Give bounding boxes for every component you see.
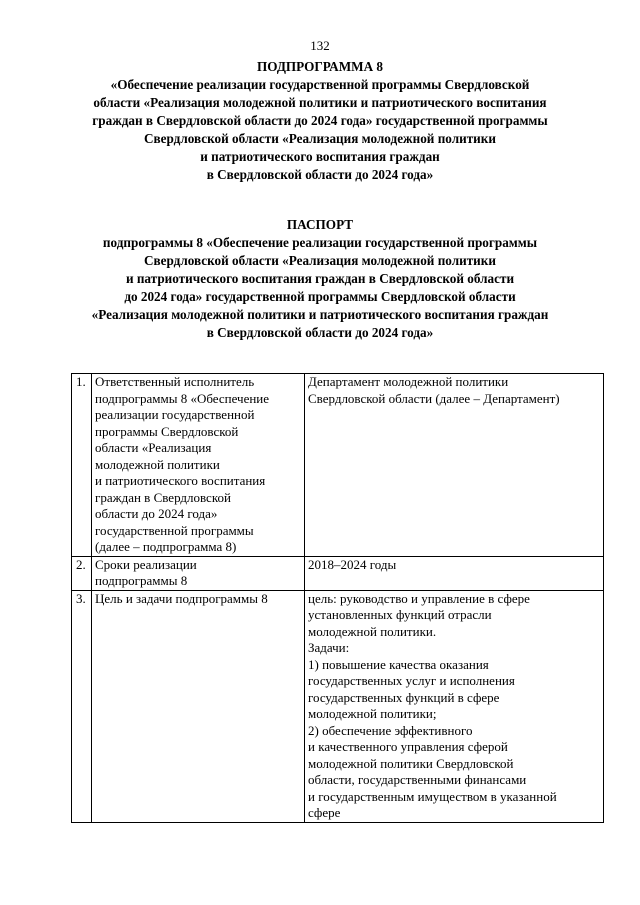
heading-line: в Свердловской области до 2024 года» xyxy=(206,167,434,182)
row-value-line: государственных услуг и исполнения xyxy=(308,673,515,688)
heading-line: ПОДПРОГРАММА 8 xyxy=(256,59,383,74)
row-value-line: сфере xyxy=(308,805,341,820)
passport-heading xyxy=(60,216,580,342)
row-value xyxy=(305,374,604,557)
row-label-line: Сроки реализации xyxy=(95,556,197,572)
row-number: 1. xyxy=(72,374,92,557)
row-label-line: и патриотического воспитания xyxy=(95,473,266,488)
row-value-line: молодежной политики. xyxy=(308,623,437,639)
row-label-line: программы Свердловской xyxy=(95,423,239,439)
heading-line: граждан в Свердловской области до 2024 года» государственной программы xyxy=(92,113,548,128)
page-number: 132 xyxy=(310,38,330,53)
row-label-line: области до 2024 года» xyxy=(95,506,218,521)
heading-line: «Реализация молодежной политики и патриотического воспитания граждан xyxy=(91,307,549,322)
row-label-line: граждан в Свердловской xyxy=(95,489,231,505)
row-label-line: молодежной политики xyxy=(95,456,220,472)
table-row xyxy=(72,590,604,822)
heading-line: Свердловской области «Реализация молодежной политики xyxy=(144,131,496,146)
row-number: 2. xyxy=(72,556,92,590)
passport-table xyxy=(71,373,604,823)
heading-line: подпрограммы 8 «Обеспечение реализации государственной программы xyxy=(102,235,538,250)
row-label-line: государственной программы xyxy=(95,522,254,538)
table-row xyxy=(72,556,604,590)
row-label xyxy=(92,556,305,590)
row-value-line: Департамент молодежной политики xyxy=(308,374,509,389)
row-value-line: государственных функций в сфере xyxy=(308,689,500,705)
row-value xyxy=(305,590,604,822)
row-value-line: области, государственными финансами xyxy=(308,772,527,787)
row-label-line: Ответственный исполнитель xyxy=(95,374,255,389)
heading-line: Свердловской области «Реализация молодежной политики xyxy=(144,253,496,268)
row-label xyxy=(92,590,305,822)
row-label-line: реализации государственной xyxy=(95,407,255,422)
row-value-line: Задачи: xyxy=(308,640,350,655)
row-label-line: области «Реализация xyxy=(95,440,212,455)
heading-line: ПАСПОРТ xyxy=(286,217,354,232)
subprogram-heading xyxy=(60,58,580,184)
row-label-line: Цель и задачи подпрограммы 8 xyxy=(95,590,268,606)
row-value-line: Свердловской области (далее – Департамент) xyxy=(308,390,560,406)
heading-line: и патриотического воспитания граждан в Свердловской области xyxy=(125,271,515,286)
heading-line: области «Реализация молодежной политики и патриотического воспитания xyxy=(93,95,547,110)
table-row xyxy=(72,374,604,557)
row-value xyxy=(305,556,604,590)
row-value-line: установленных функций отрасли xyxy=(308,607,492,622)
heading-line: до 2024 года» государственной программы Свердловской области xyxy=(124,289,516,304)
row-label-line: подпрограммы 8 xyxy=(95,573,188,588)
heading-line: в Свердловской области до 2024 года» xyxy=(206,325,434,340)
row-label xyxy=(92,374,305,557)
row-value-line: и качественного управления сферой xyxy=(308,739,508,754)
row-value-line: 2018–2024 годы xyxy=(308,556,397,572)
row-value-line: молодежной политики; xyxy=(308,706,437,721)
passport-table-body xyxy=(72,374,604,823)
row-value-line: 2) обеспечение эффективного xyxy=(308,722,473,738)
heading-line: и патриотического воспитания граждан xyxy=(200,149,440,164)
row-value-line: и государственным имуществом в указанной xyxy=(308,788,557,804)
row-label-line: (далее – подпрограмма 8) xyxy=(95,539,237,554)
row-value-line: цель: руководство и управление в сфере xyxy=(308,590,530,606)
row-value-line: 1) повышение качества оказания xyxy=(308,656,489,672)
row-label-line: подпрограммы 8 «Обеспечение xyxy=(95,390,270,406)
row-value-line: молодежной политики Свердловской xyxy=(308,755,514,771)
row-number: 3. xyxy=(72,590,92,822)
heading-line: «Обеспечение реализации государственной программы Свердловской xyxy=(110,77,530,92)
